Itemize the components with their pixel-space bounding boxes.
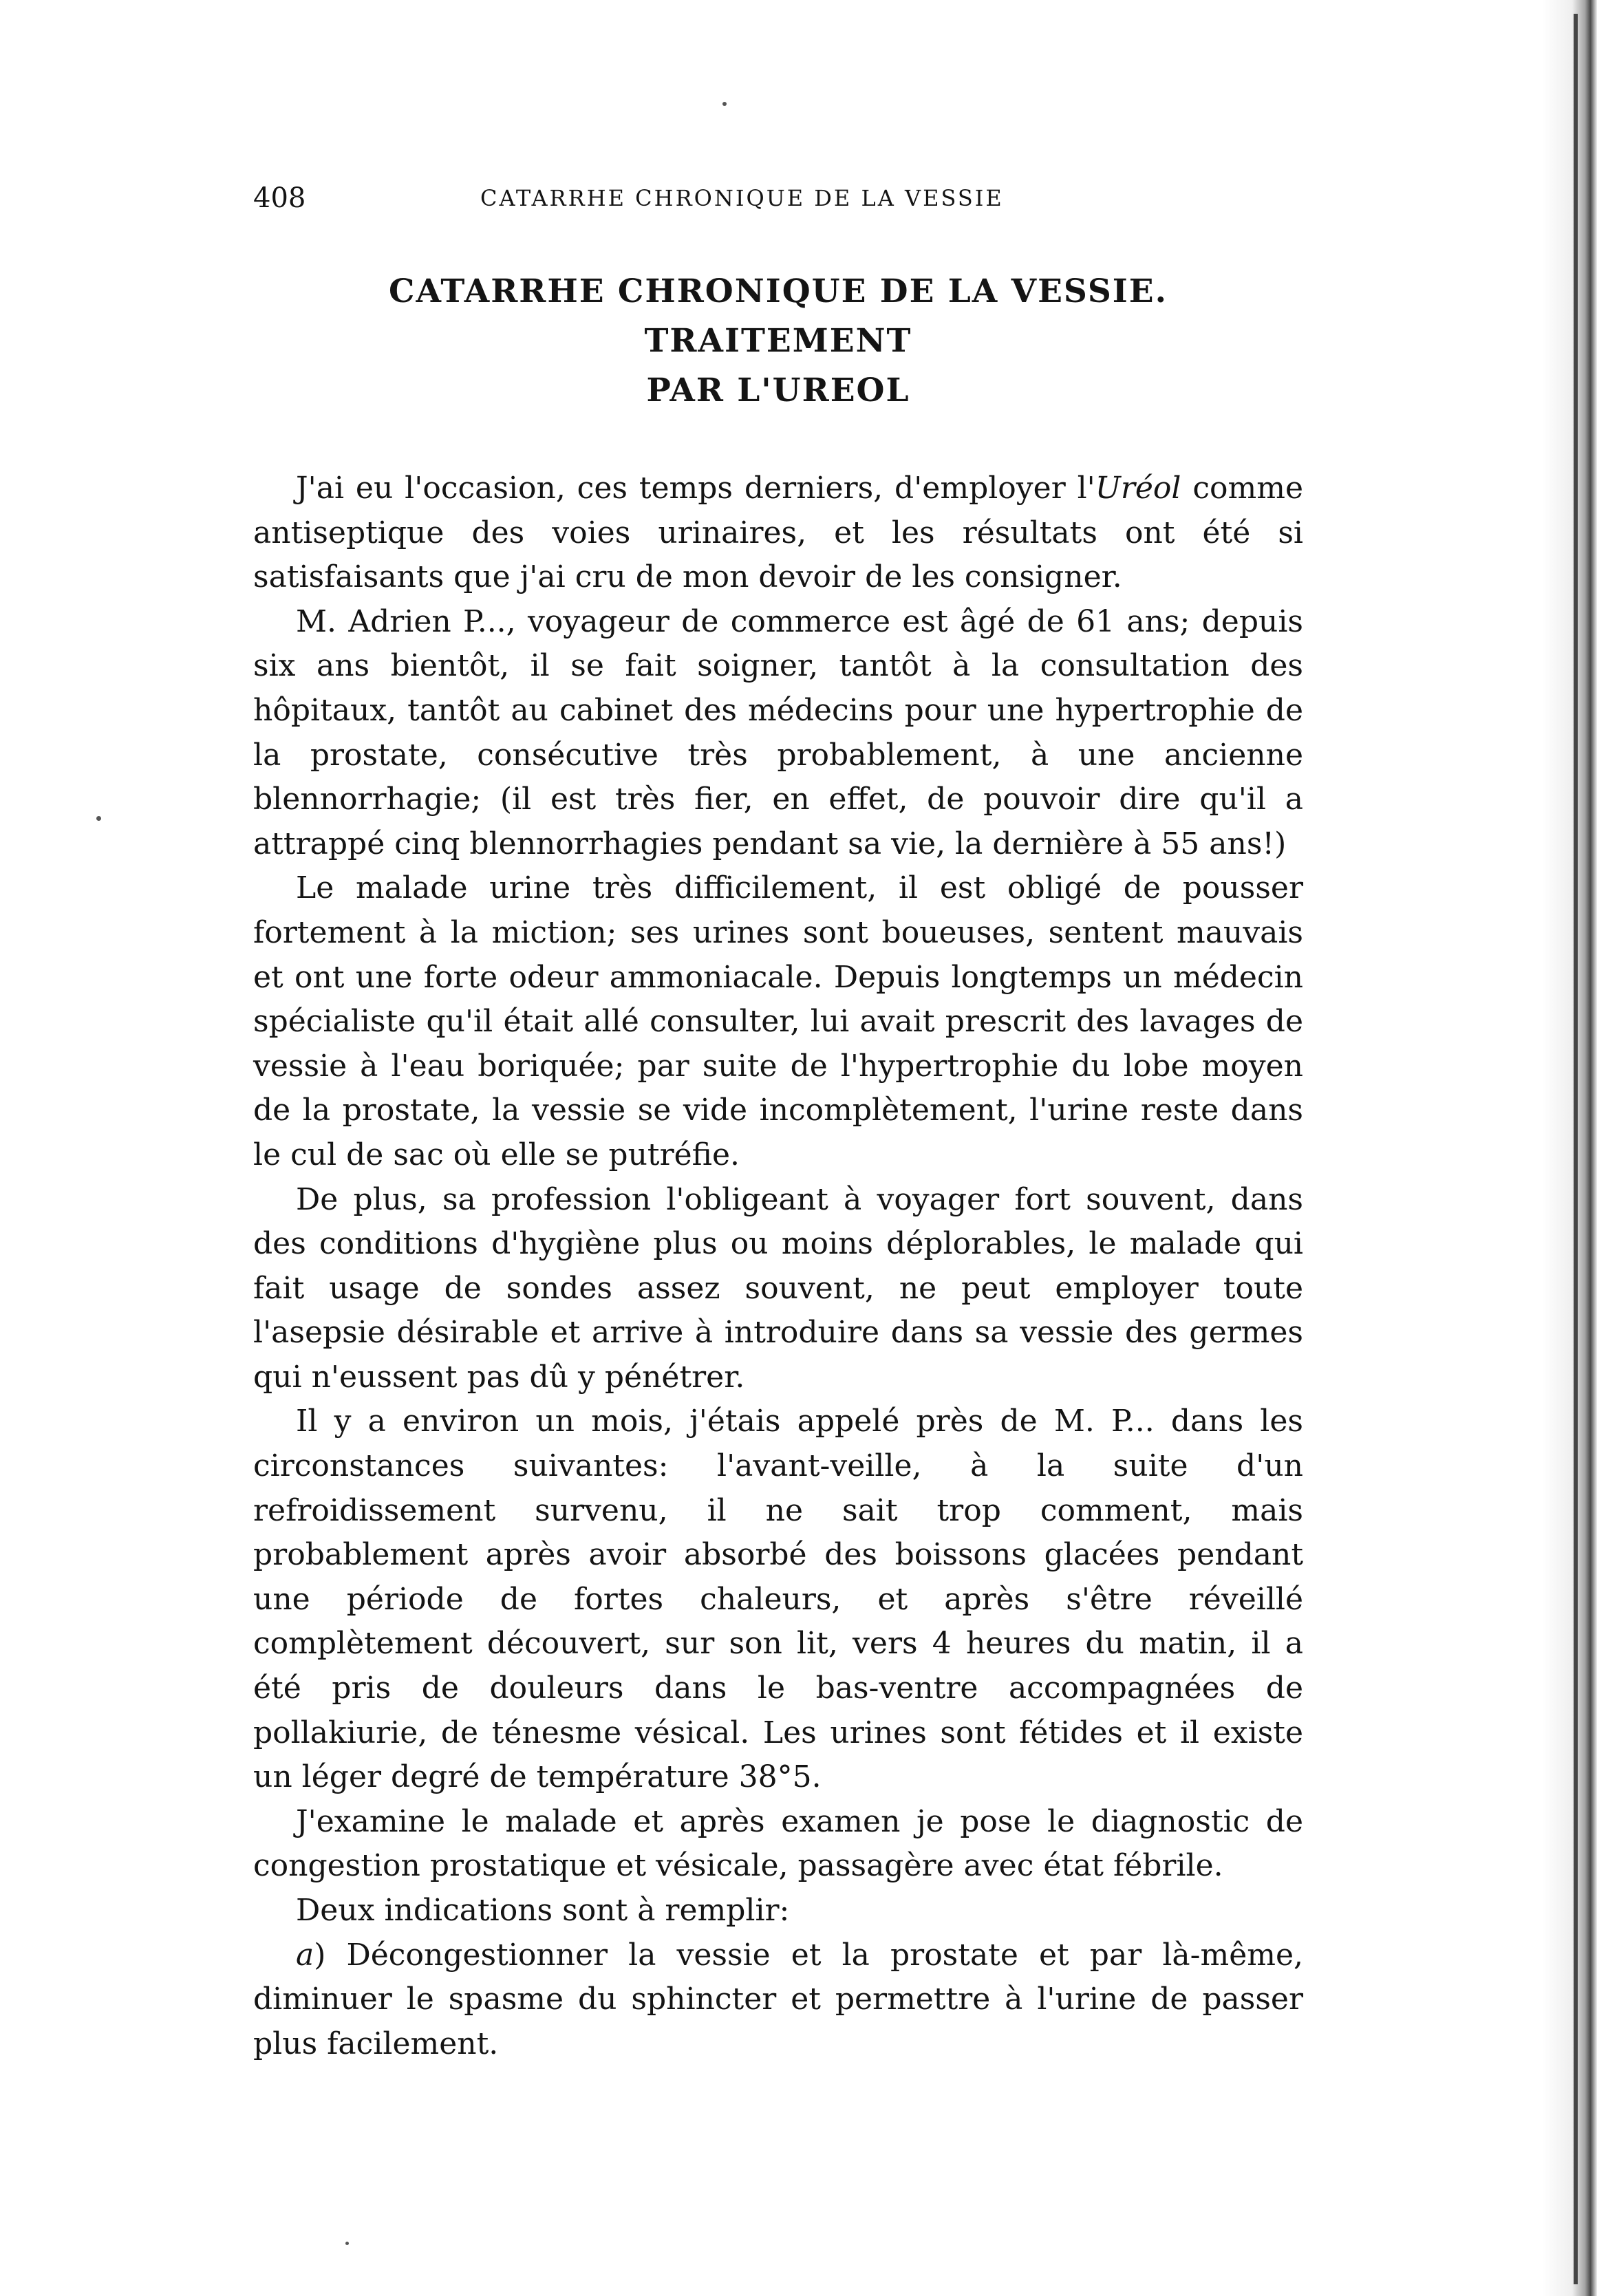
paragraph-8: [253, 1933, 1303, 2067]
paragraph-8-text: ) Décongestionner la vessie et la prostate et par là-même, diminuer le spasme du sphincter et permettre à l'urine de passer plus facilement.: [253, 1937, 1303, 2061]
paragraph-5: Il y a environ un mois, j'étais appelé près de M. P... dans les circonstances suivantes: l'avant-veille, à la suite d'un refroidissement survenu, il ne sait trop comment, mais probablement après avoir absorbé des boissons glacées pendant une période de fortes chaleurs, et après s'être réveillé complètement découvert, sur son lit, vers 4 heures du matin, il a été pris de douleurs dans le bas-ventre accompagnées de pollakiurie, de ténesme vésical. Les urines sont fétides et il existe un léger degré de température 38°5.: [253, 1404, 1303, 1795]
article-title: [253, 267, 1303, 416]
page-binding-edge: [1542, 0, 1597, 2296]
binding-shadow-line: [1574, 14, 1578, 2284]
paragraph-1-end: comme antiseptique des voies urinaires, et les résultats ont été si satisfaisants que j'ai cru de mon devoir de les consigner.: [253, 471, 1303, 595]
scan-speck: [96, 816, 101, 821]
list-marker-a: a: [296, 1937, 314, 1973]
page-number: 408: [253, 182, 306, 214]
paragraph-3: Le malade urine très difficilement, il est obligé de pousser fortement à la miction; ses urines sont boueuses, sentent mauvais et ont une forte odeur ammoniacale. Depuis longtemps un médecin spécialiste qu'il était allé consulter, lui avait prescrit des lavages de vessie à l'eau boriquée; par suite de l'hypertrophie du lobe moyen de la prostate, la vessie se vide incomplètement, l'urine reste dans le cul de sac où elle se putréfie.: [253, 870, 1303, 1172]
running-head-title: CATARRHE CHRONIQUE DE LA VESSIE: [480, 185, 1004, 211]
running-head: [253, 178, 1303, 219]
scan-speck: [345, 2242, 349, 2245]
paragraph-7: Deux indications sont à remplir:: [296, 1893, 790, 1928]
paragraph-4: De plus, sa profession l'obligeant à voyager fort souvent, dans des conditions d'hygiène plus ou moins déplorables, le malade qui fait usage de sondes assez souvent, ne peut employer toute l'asepsie désirable et arrive à introduire dans sa vessie des germes qui n'eussent pas dû y pénétrer.: [253, 1181, 1303, 1395]
article-title-line-2: PAR L'UREOL: [646, 372, 910, 409]
ureol-emphasis: Uréol: [1095, 471, 1181, 506]
paragraph-1-start: J'ai eu l'occasion, ces temps derniers, d'employer l': [296, 471, 1095, 506]
document-page: [253, 178, 1303, 2066]
paragraph-6: J'examine le malade et après examen je pose le diagnostic de congestion prostatique et vésicale, passagère avec état fébrile.: [253, 1803, 1303, 1884]
article-body: [253, 466, 1303, 2066]
scan-speck: [722, 102, 727, 106]
paragraph-1: [253, 466, 1303, 600]
article-title-line-1: CATARRHE CHRONIQUE DE LA VESSIE. TRAITEMENT: [389, 272, 1168, 360]
paragraph-2: M. Adrien P..., voyageur de commerce est âgé de 61 ans; depuis six ans bientôt, il se fait soigner, tantôt à la consultation des hôpitaux, tantôt au cabinet des médecins pour une hypertrophie de la prostate, consécutive très probablement, à une ancienne blennorrhagie; (il est très fier, en effet, de pouvoir dire qu'il a attrappé cinq blennorrhagies pendant sa vie, la dernière à 55 ans!): [253, 603, 1303, 861]
